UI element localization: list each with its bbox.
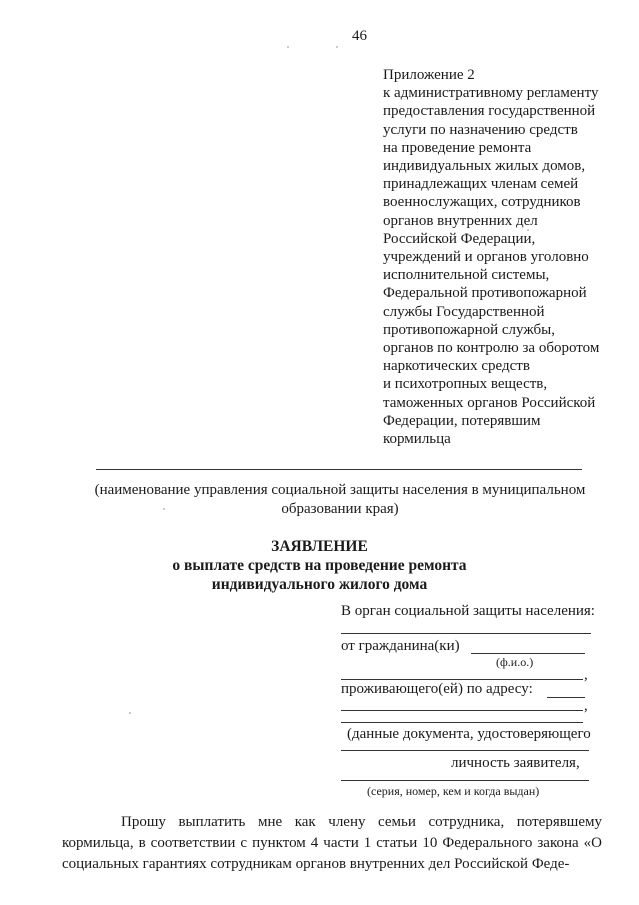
document-data-hint: (серия, номер, кем и когда выдан) bbox=[367, 784, 540, 798]
document-data-line-2 bbox=[341, 780, 589, 781]
scan-speck bbox=[287, 46, 289, 48]
comma-2: , bbox=[584, 698, 588, 714]
request-paragraph: Прошу выплатить мне как члену семьи сотрудника, потерявшему кормильца, в соответствии с пунктом 4 части 1 статьи 10 Федерального закона «О социальных гарантиях сотрудникам органов внутренних дел Российской Феде- bbox=[62, 814, 602, 872]
annex-line: Федерации, потерявшим bbox=[383, 412, 541, 429]
annex-line: принадлежащих членам семей bbox=[383, 176, 579, 193]
comma-1: , bbox=[584, 667, 588, 683]
annex-line: службы Государственной bbox=[383, 303, 545, 320]
document-data-label-1: (данные документа, удостоверяющего bbox=[347, 726, 591, 742]
annex-heading-block bbox=[383, 66, 623, 448]
annex-line: наркотических средств bbox=[383, 358, 530, 375]
page-number: 46 bbox=[352, 28, 367, 44]
from-citizen-label: от гражданина(ки) bbox=[341, 638, 460, 654]
residing-label: проживающего(ей) по адресу: bbox=[341, 681, 533, 697]
annex-line: на проведение ремонта bbox=[383, 139, 532, 156]
scan-speck bbox=[527, 229, 529, 231]
to-organ-label: В орган социальной защиты населения: bbox=[341, 603, 595, 619]
annex-line: и психотропных веществ, bbox=[383, 376, 548, 393]
annex-line: услуги по назначению средств bbox=[383, 121, 578, 138]
annex-line: учреждений и органов уголовно bbox=[383, 249, 589, 266]
address-line-3 bbox=[341, 722, 583, 723]
organization-caption-line-1: (наименование управления социальной защиты населения в муниципальном bbox=[94, 482, 586, 498]
annex-line: к административному регламенту bbox=[383, 85, 599, 102]
annex-line: исполнительной системы, bbox=[383, 267, 550, 284]
annex-line: предоставления государственной bbox=[383, 103, 596, 120]
application-title bbox=[0, 537, 639, 594]
annex-line: Федеральной противопожарной bbox=[383, 285, 587, 302]
document-data-label-2: личность заявителя, bbox=[451, 755, 580, 771]
title-main: ЗАЯВЛЕНИЕ bbox=[271, 538, 368, 555]
organization-caption-line-2: образовании края) bbox=[281, 501, 399, 517]
annex-line: Приложение 2 bbox=[383, 67, 475, 83]
annex-line: органов по контролю за оборотом bbox=[383, 340, 600, 357]
scan-speck bbox=[163, 508, 165, 510]
scan-speck bbox=[129, 712, 131, 714]
address-line-1 bbox=[547, 697, 585, 698]
organization-caption bbox=[40, 481, 639, 519]
annex-line: Российской Федерации, bbox=[383, 230, 536, 247]
document-data-line-1 bbox=[341, 750, 589, 751]
title-line-2: о выплате средств на проведение ремонта bbox=[172, 557, 467, 574]
organization-name-line bbox=[96, 469, 582, 470]
citizen-name-line-2 bbox=[341, 679, 583, 680]
annex-line: противопожарной службы, bbox=[383, 321, 555, 338]
annex-line: военнослужащих, сотрудников bbox=[383, 194, 581, 211]
fio-hint: (ф.и.о.) bbox=[496, 655, 534, 669]
address-line-2 bbox=[341, 710, 583, 711]
scan-speck bbox=[336, 46, 338, 48]
annex-line: органов внутренних дел bbox=[383, 212, 538, 229]
annex-line: кормильца bbox=[383, 431, 451, 448]
title-line-3: индивидуального жилого дома bbox=[211, 576, 428, 593]
annex-line: таможенных органов Российской bbox=[383, 394, 596, 411]
organ-name-line bbox=[341, 633, 591, 634]
annex-line: индивидуальных жилых домов, bbox=[383, 158, 586, 175]
citizen-name-line bbox=[471, 653, 585, 654]
